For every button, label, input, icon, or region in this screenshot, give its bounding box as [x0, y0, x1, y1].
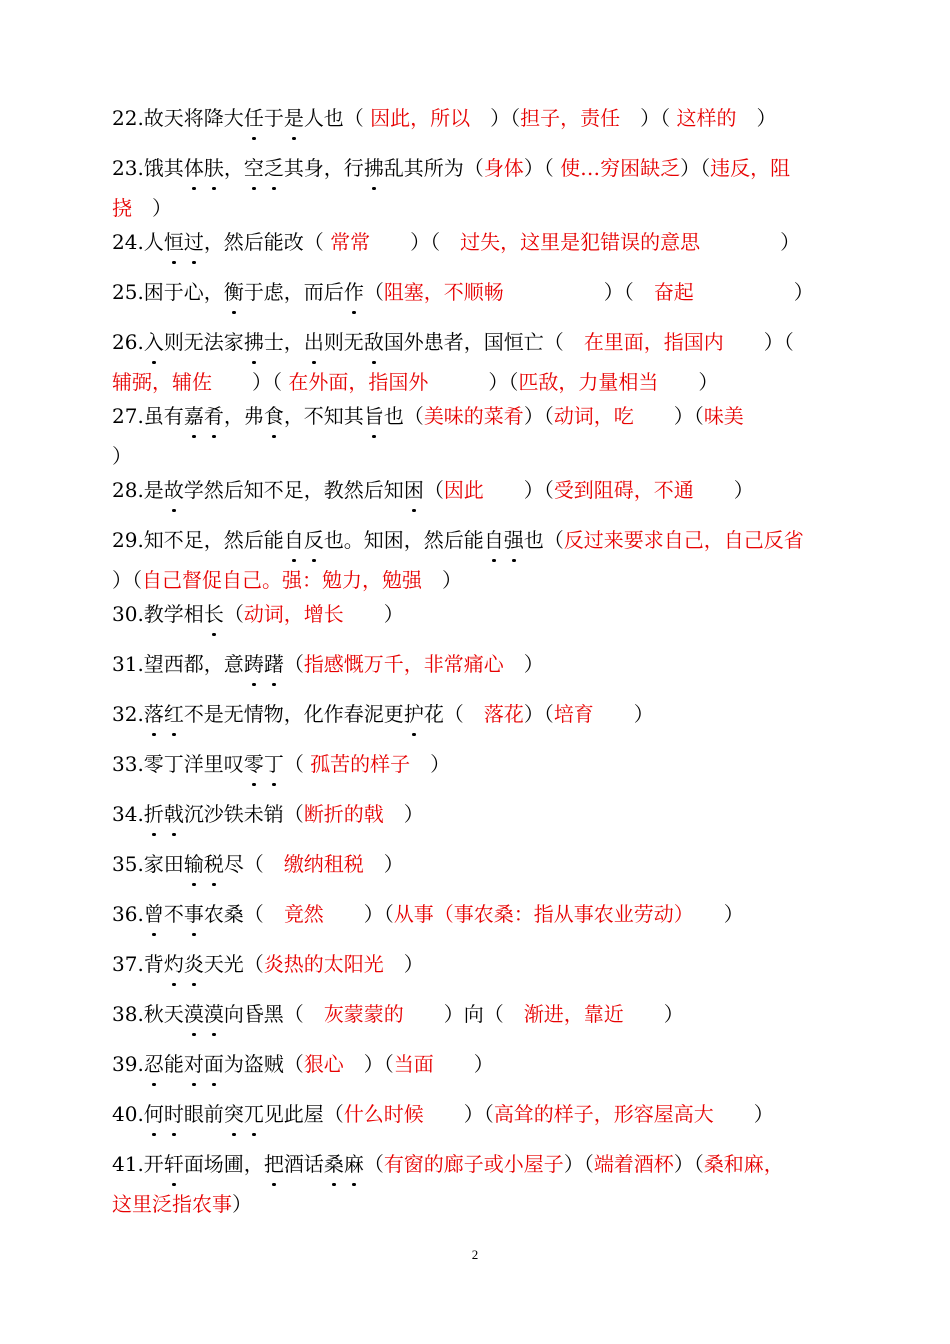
sentence-text: 乱其所为（	[383, 156, 484, 180]
sentence-text: （	[283, 652, 304, 676]
sentence-text: ）	[700, 230, 801, 254]
sentence-text: ）	[383, 952, 424, 976]
text-line	[112, 794, 840, 834]
emphasized-characters: 折戟	[144, 802, 184, 826]
sentence-text: 29.知不足，然后能	[112, 528, 284, 552]
annotation-text: 阻塞，不顺畅	[383, 280, 504, 304]
sentence-text: ）	[383, 802, 424, 826]
emphasized-characters: 衡	[224, 280, 244, 304]
annotation-text: 常常	[330, 230, 371, 254]
emphasized-characters: 轩	[164, 1152, 184, 1176]
emphasized-characters: 输税	[184, 852, 224, 876]
sentence-text: 不	[163, 902, 184, 926]
annotation-text: 奋起	[653, 280, 694, 304]
sentence-text: ）（	[563, 1152, 594, 1176]
sentence-text: 则无法家	[163, 330, 244, 354]
sentence-text: ）（	[483, 478, 554, 502]
annotation-text: 孤苦的样子	[310, 752, 411, 776]
sentence-text: ）	[683, 902, 744, 926]
emphasized-characters: 对面	[184, 1052, 224, 1076]
sentence-text: ）	[363, 852, 404, 876]
sentence-text: ）	[593, 702, 654, 726]
annotation-text: 缴纳租税	[283, 852, 364, 876]
annotation-text: 指感慨万千，非常痛心	[303, 652, 504, 676]
annotation-text: 培育	[553, 702, 594, 726]
emphasized-characters: 空乏	[244, 156, 284, 180]
emphasized-characters: 体肤	[184, 156, 224, 180]
sentence-text: 尽（	[223, 852, 284, 876]
emphasized-characters: 事	[184, 902, 204, 926]
text-line	[112, 396, 840, 436]
sentence-text: （	[283, 752, 311, 776]
sentence-text: ）	[503, 652, 544, 676]
text-line	[112, 1144, 840, 1184]
sentence-text: ）向（	[403, 1002, 524, 1026]
annotation-text: 落花	[483, 702, 524, 726]
emphasized-characters: 嘉肴	[184, 404, 224, 428]
emphasized-characters: 入	[144, 330, 164, 354]
sentence-text: 于	[263, 106, 284, 130]
sentence-text: 38.秋天	[112, 1002, 184, 1026]
sentence-text: 28.是	[112, 478, 164, 502]
sentence-text: 天光（	[203, 952, 264, 976]
sentence-text: ）	[713, 1102, 774, 1126]
sentence-text: （	[363, 1152, 384, 1176]
sentence-text: 为盗贼（	[223, 1052, 304, 1076]
sentence-text: ）（	[723, 330, 794, 354]
annotation-text: 因此，所以	[370, 106, 471, 130]
sentence-text: 学然后知不足，教然后知	[183, 478, 404, 502]
sentence-text: ）（	[523, 702, 554, 726]
sentence-text: 于虑，而后	[243, 280, 344, 304]
sentence-text: 人也（	[303, 106, 371, 130]
emphasized-characters: 困	[404, 478, 424, 502]
annotation-text: 狠心	[303, 1052, 344, 1076]
sentence-text: ）（	[523, 404, 554, 428]
sentence-text: 40.	[112, 1102, 144, 1126]
annotation-text: 桑和麻，	[703, 1152, 784, 1176]
sentence-text: 26.	[112, 330, 144, 354]
annotation-text: 过失，这里是犯错误的意思	[460, 230, 701, 254]
emphasized-characters: 任	[244, 106, 264, 130]
sentence-text: ，不知其	[283, 404, 364, 428]
text-line	[112, 894, 840, 934]
sentence-text: ）（	[323, 902, 394, 926]
sentence-text: 也（	[383, 404, 424, 428]
sentence-text: （	[423, 478, 444, 502]
annotation-text: 动词，增长	[243, 602, 344, 626]
sentence-text: 36.	[112, 902, 144, 926]
sentence-text: 花（	[423, 702, 484, 726]
emphasized-characters: 拂	[244, 330, 264, 354]
sentence-text: 34.	[112, 802, 144, 826]
sentence-text: 27.虽有	[112, 404, 184, 428]
emphasized-characters: 把	[264, 1152, 284, 1176]
emphasized-characters: 出	[304, 330, 324, 354]
sentence-text: ）	[232, 1192, 252, 1216]
text-line	[112, 1044, 840, 1084]
sentence-text: ）	[658, 370, 719, 394]
sentence-text: ）	[343, 602, 404, 626]
annotation-text: 使…穷困缺乏	[560, 156, 681, 180]
text-line	[112, 470, 840, 510]
emphasized-characters: 踌躇	[244, 652, 284, 676]
emphasized-characters: 过	[184, 230, 204, 254]
sentence-text: 也（	[523, 528, 564, 552]
annotation-text: 这里泛指农事	[112, 1192, 232, 1216]
sentence-text: ）（	[523, 156, 561, 180]
sentence-text: ，弗	[223, 404, 264, 428]
emphasized-characters: 食	[264, 404, 284, 428]
annotation-text: 受到阻碍，不通	[553, 478, 694, 502]
sentence-text: 41.开	[112, 1152, 164, 1176]
emphasized-characters: 作	[344, 280, 364, 304]
emphasized-characters: 长	[204, 602, 224, 626]
emphasized-characters: 护	[404, 702, 424, 726]
sentence-text: ）（	[370, 230, 461, 254]
sentence-text: ）（	[423, 1102, 494, 1126]
sentence-text: 也。知困，然后能	[323, 528, 484, 552]
text-line	[112, 322, 840, 362]
sentence-text: ）（	[112, 568, 142, 592]
annotation-text: 从事（事农桑：指从事农业劳动）	[393, 902, 684, 926]
emphasized-characters: 敌	[364, 330, 384, 354]
sentence-text: ）	[693, 280, 814, 304]
sentence-text: 酒话	[283, 1152, 324, 1176]
sentence-text: 向	[223, 1002, 244, 1026]
annotation-text: 辅弼，辅佐	[112, 370, 212, 394]
sentence-text: 昏黑（	[243, 1002, 324, 1026]
sentence-text: 33.零丁洋里叹	[112, 752, 244, 776]
text-line	[112, 644, 840, 684]
text-line	[112, 222, 840, 262]
sentence-text: （	[223, 602, 244, 626]
sentence-text: 能	[163, 1052, 184, 1076]
annotation-text: 炎热的太阳光	[263, 952, 384, 976]
emphasized-characters: 故	[164, 478, 184, 502]
annotation-text: 因此	[443, 478, 484, 502]
sentence-text: 农桑（	[203, 902, 284, 926]
annotation-text: 担子，责任	[520, 106, 621, 130]
annotation-text: 反过来要求自己，自己反省	[563, 528, 804, 552]
sentence-text: 其身，行	[283, 156, 364, 180]
emphasized-characters: 恒	[164, 230, 184, 254]
sentence-text: ）（	[212, 370, 289, 394]
sentence-text: 国外患者，国恒亡（	[383, 330, 584, 354]
sentence-text: 25.困于心，	[112, 280, 224, 304]
annotation-text: 当面	[393, 1052, 434, 1076]
annotation-text: 在外面，指国外	[288, 370, 429, 394]
sentence-text: 面场圃，	[183, 1152, 264, 1176]
sentence-text: ）（	[470, 106, 521, 130]
sentence-text: ）（	[633, 404, 704, 428]
sentence-text: ）（	[428, 370, 519, 394]
sentence-text: ）	[693, 478, 754, 502]
emphasized-characters: 曾	[144, 902, 164, 926]
sentence-text: （	[363, 280, 384, 304]
sentence-text: ）（	[503, 280, 654, 304]
sentence-text: ）	[736, 106, 777, 130]
sentence-text: ）	[112, 444, 132, 468]
annotation-text: 这样的	[676, 106, 737, 130]
sentence-text: 士，	[263, 330, 304, 354]
emphasized-characters: 桑麻	[324, 1152, 364, 1176]
text-line	[112, 694, 840, 734]
sentence-text: 则无	[323, 330, 364, 354]
text-line	[112, 1184, 840, 1224]
annotation-text: 断折的戟	[303, 802, 384, 826]
emphasized-characters: 自反	[284, 528, 324, 552]
annotation-text: 自己督促自己。强：勉力，勉强	[142, 568, 422, 592]
annotation-text: 违反，阻	[710, 156, 791, 180]
annotation-text: 渐进，靠近	[523, 1002, 624, 1026]
sentence-text: ）	[422, 568, 462, 592]
sentence-text: 不是无情物，化作春泥更	[183, 702, 404, 726]
emphasized-characters: 拂	[364, 156, 384, 180]
sentence-text: ，然后能改（	[203, 230, 331, 254]
annotation-text: 挠	[112, 196, 132, 220]
sentence-text: ）	[433, 1052, 494, 1076]
sentence-text: ）（	[673, 1152, 704, 1176]
sentence-text: 见此屋（	[263, 1102, 344, 1126]
annotation-text: 高耸的样子，形容屋高大	[493, 1102, 714, 1126]
sentence-text: 39.	[112, 1052, 144, 1076]
text-line	[112, 148, 840, 188]
emphasized-characters: 是	[284, 106, 304, 130]
emphasized-characters: 何时	[144, 1102, 184, 1126]
sentence-text: ）	[623, 1002, 684, 1026]
sentence-text: 32.	[112, 702, 144, 726]
sentence-text: ）	[132, 196, 172, 220]
sentence-text: 沉沙铁未销（	[183, 802, 304, 826]
text-line	[112, 744, 840, 784]
sentence-text: 37.背	[112, 952, 164, 976]
sentence-text: 30.教学相	[112, 602, 204, 626]
emphasized-characters: 突兀	[224, 1102, 264, 1126]
emphasized-characters: 零丁	[244, 752, 284, 776]
sentence-text: 35.家田	[112, 852, 184, 876]
page-number: 2	[471, 1247, 479, 1262]
sentence-text: 24.人	[112, 230, 164, 254]
emphasized-characters: 漠漠	[184, 1002, 224, 1026]
annotation-text: 竟然	[283, 902, 324, 926]
text-line	[112, 98, 840, 138]
annotation-text: 有窗的廊子或小屋子	[383, 1152, 564, 1176]
annotation-text: 动词，吃	[553, 404, 634, 428]
sentence-text: ）（	[343, 1052, 394, 1076]
text-line	[112, 594, 840, 634]
annotation-text: 身体	[483, 156, 524, 180]
sentence-text: 眼前	[183, 1102, 224, 1126]
emphasized-characters: 落红	[144, 702, 184, 726]
text-line	[112, 272, 840, 312]
annotation-text: 味美	[703, 404, 744, 428]
text-line	[112, 520, 840, 560]
sentence-text: ）（	[680, 156, 711, 180]
sentence-text: 23.饿其	[112, 156, 184, 180]
annotation-text: 端着酒杯	[593, 1152, 674, 1176]
text-line	[112, 994, 840, 1034]
sentence-text: ）（	[620, 106, 677, 130]
annotation-text: 美味的菜肴	[423, 404, 524, 428]
sentence-text: 22.故天将降大	[112, 106, 244, 130]
text-line	[112, 944, 840, 984]
text-line	[112, 844, 840, 884]
emphasized-characters: 灼炎	[164, 952, 204, 976]
sentence-text: ）	[410, 752, 451, 776]
emphasized-characters: 忍	[144, 1052, 164, 1076]
text-line	[112, 1094, 840, 1134]
emphasized-characters: 旨	[364, 404, 384, 428]
annotation-text: 什么时候	[343, 1102, 424, 1126]
annotation-text: 在里面，指国内	[583, 330, 724, 354]
annotation-text: 灰蒙蒙的	[323, 1002, 404, 1026]
sentence-text: 31.望西都，意	[112, 652, 244, 676]
annotation-text: 匹敌，力量相当	[518, 370, 659, 394]
sentence-text: ，	[223, 156, 244, 180]
emphasized-characters: 自强	[484, 528, 524, 552]
